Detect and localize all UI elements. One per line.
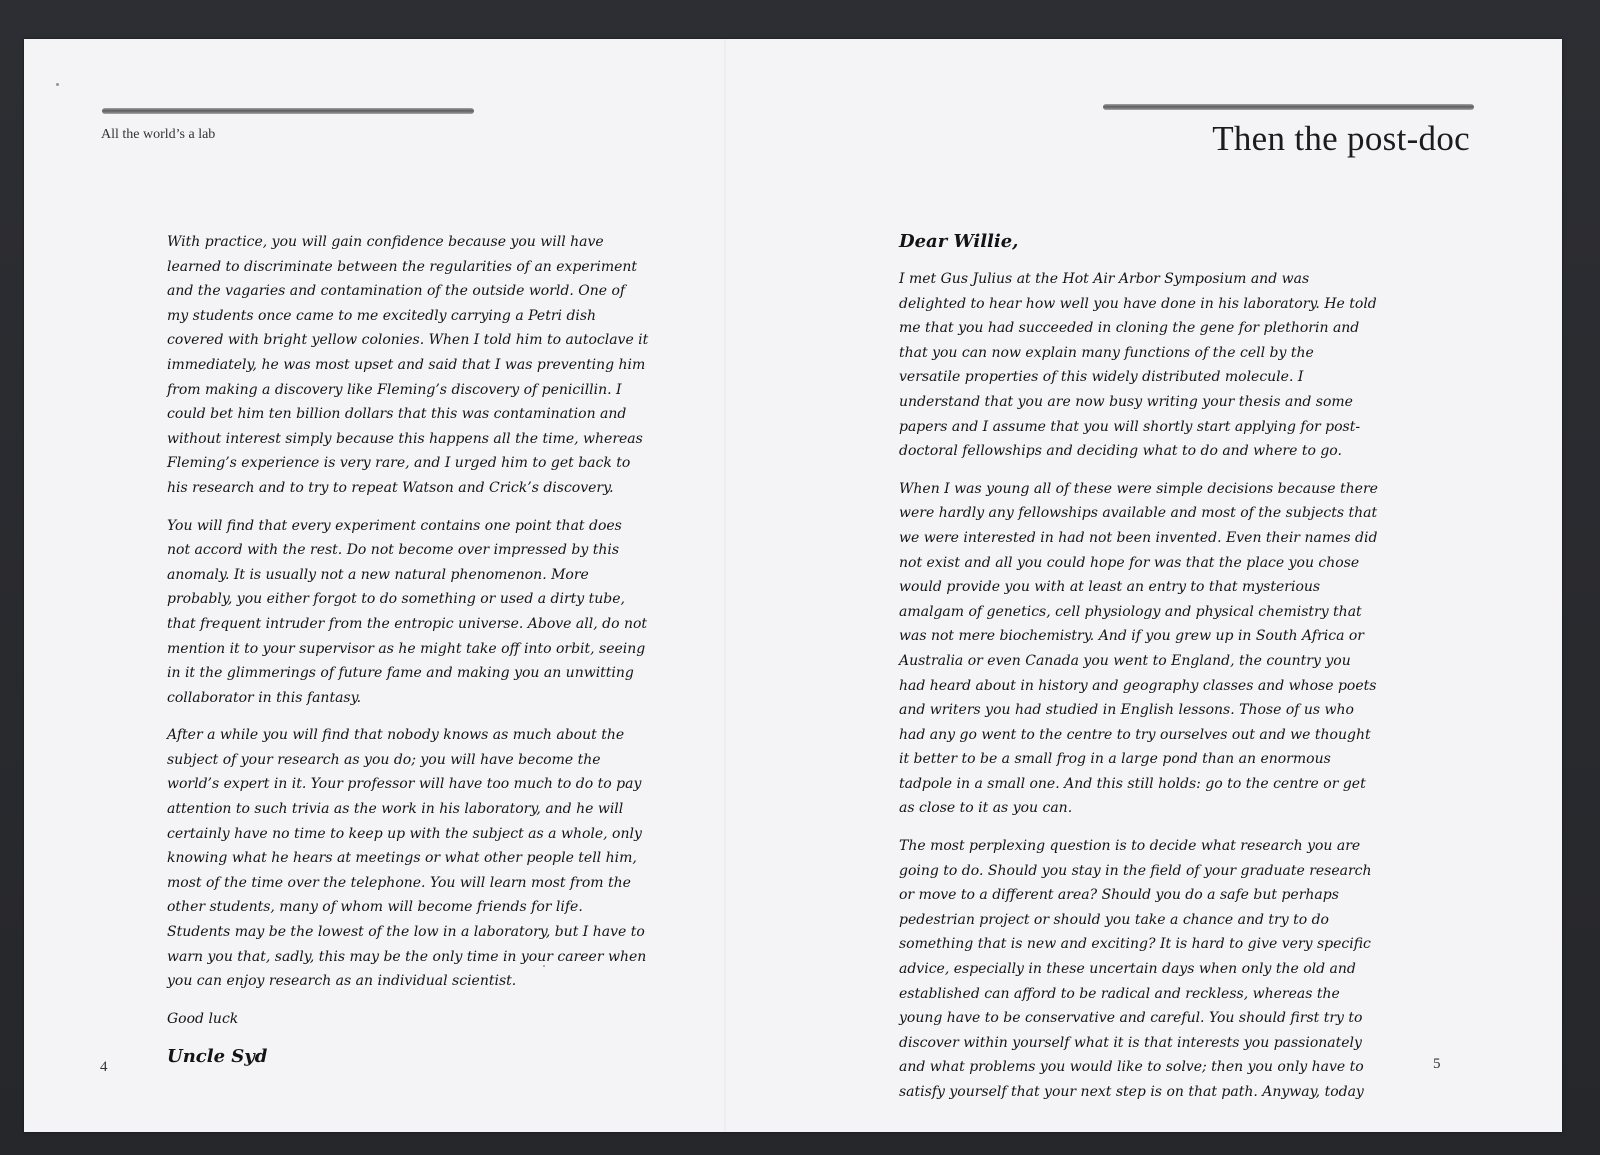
paragraph: After a while you will find that nobody knows as much about the subject of your research as you do; you will have become the world’s expert in it. Your professor will have too much to do to pay attention to such trivia as the work in his laboratory, and he will certainly have no time to keep up with the subject as a whole, only knowing what he hears at meetings or what other people tell him, most of the time over the telephone. You will learn most from the other students, many of whom will become friends for life. Students may be the lowest of the low in a laboratory, but I have to warn you that, sadly, this may be the only time in your career when you can enjoy research as an individual scientist. xyxy=(167,727,647,990)
letter-closing: Good luck xyxy=(167,1010,239,1027)
paragraph: The most perplexing question is to decide what research you are going to do. Should you stay in the field of your graduate research or move to a different area? Should you do a safe but perhaps pedestrian project or should you take a chance and try to do something that is new and exciting? It is hard to give very specific advice, especially in these uncertain days when only the old and established can afford to be radical and reckless, whereas the young have to be conservative and careful. You should first try to discover within yourself what it is that interests you passionately and what problems you would like to solve; then you only have to satisfy yourself that your next step is on that path. Anyway, today xyxy=(899,838,1372,1100)
right-page-body xyxy=(899,230,1379,1118)
letter-signature: Uncle Syd xyxy=(167,1046,268,1068)
page-gutter xyxy=(724,39,726,1132)
paragraph: You will find that every experiment contains one point that does not accord with the rest. Do not become over impressed by this anomaly. It is usually not a new natural phenomenon. More probably, you either forgot to do something or used a dirty tube, that frequent intruder from the entropic universe. Above all, do not mention it to your supervisor as he might take off into orbit, seeing in it the glimmerings of future fame and making you an unwitting collaborator in this fantasy. xyxy=(167,517,648,706)
right-header-rule xyxy=(1103,104,1474,110)
left-running-head: All the world’s a lab xyxy=(101,127,216,142)
scan-speck xyxy=(543,965,545,967)
letter-salutation: Dear Willie, xyxy=(899,231,1019,252)
right-page-number: 5 xyxy=(1433,1056,1441,1072)
left-page-number: 4 xyxy=(100,1059,108,1075)
left-page-body xyxy=(167,230,649,1083)
chapter-title: Then the post-doc xyxy=(1212,119,1470,158)
book-spread xyxy=(24,39,1562,1132)
scan-speck xyxy=(56,83,59,86)
paragraph: When I was young all of these were simple decisions because there were hardly any fellowships available and most of the subjects that we were interested in had not been invented. Even their names did not exist and all you could hope for was that the place you chose would provide you with at least an entry to that mysterious amalgam of genetics, cell physiology and physical chemistry that was not mere biochemistry. And if you grew up in South Africa or Australia or even Canada you went to England, the country you had heard about in history and geography classes and whose poets and writers you had studied in English lessons. Those of us who had any go went to the centre to try ourselves out and we thought it better to be a small frog in a large pond than an enormous tadpole in a small one. And this still holds: go to the centre or get as close to it as you can. xyxy=(899,480,1378,817)
paragraph: I met Gus Julius at the Hot Air Arbor Symposium and was delighted to hear how well you have done in his laboratory. He told me that you had succeeded in cloning the gene for plethorin and that you can now explain many functions of the cell by the versatile properties of this widely distributed molecule. I understand that you are now busy writing your thesis and some papers and I assume that you will shortly start applying for post-doctoral fellowships and deciding what to do and where to go. xyxy=(899,271,1377,460)
paragraph: With practice, you will gain confidence because you will have learned to discriminate between the regularities of an experiment and the vagaries and contamination of the outside world. One of my students once came to me excitedly carrying a Petri dish covered with bright yellow colonies. When I told him to autoclave it immediately, he was most upset and said that I was preventing him from making a discovery like Fleming’s discovery of penicillin. I could bet him ten billion dollars that this was contamination and without interest simply because this happens all the time, whereas Fleming’s experience is very rare, and I urged him to get back to his research and to try to repeat Watson and Crick’s discovery. xyxy=(167,234,649,496)
left-header-rule xyxy=(102,108,474,114)
